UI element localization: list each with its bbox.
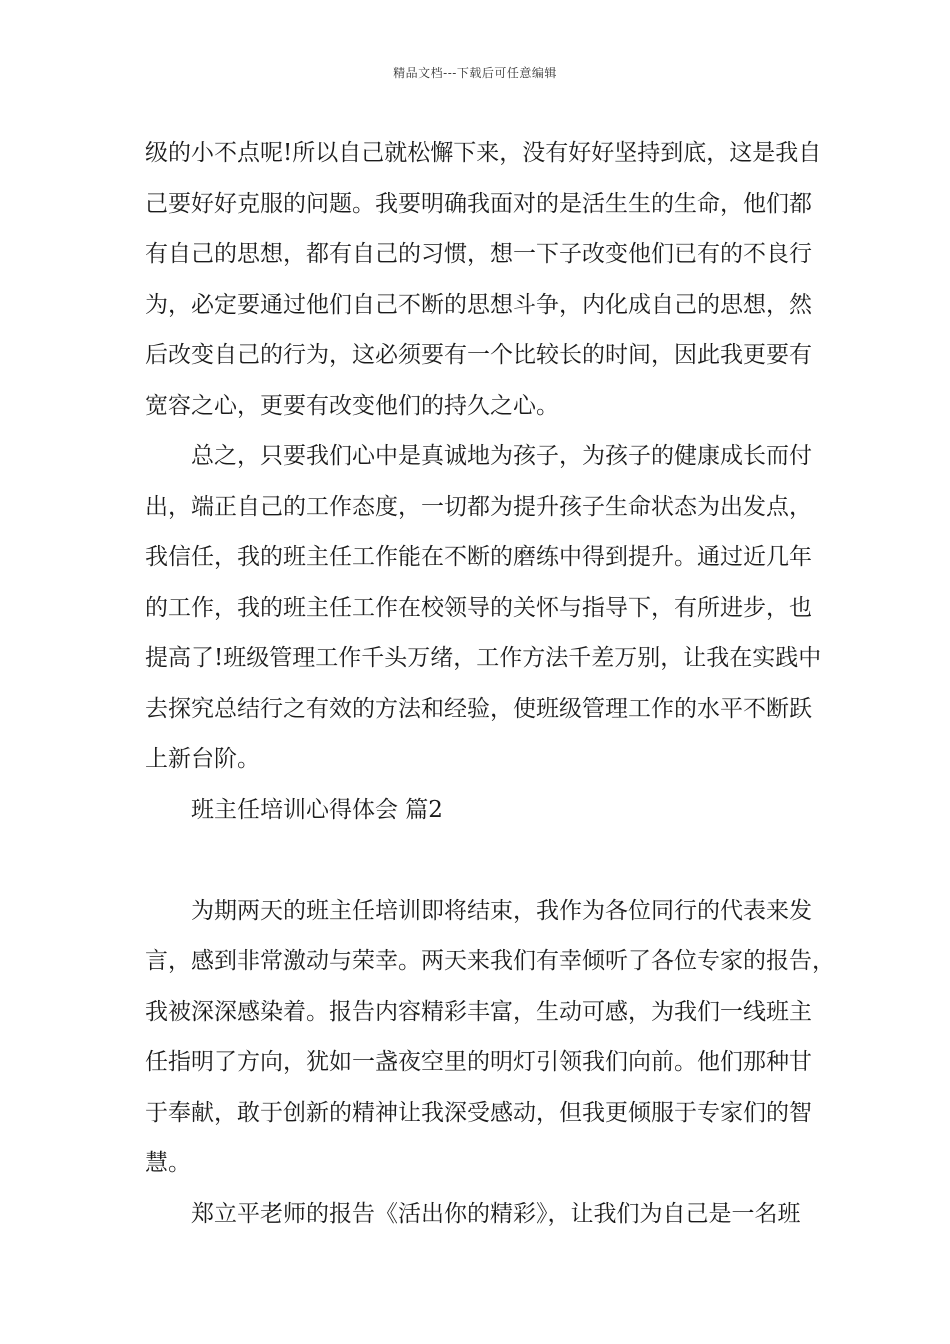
text-line: 上新台阶。: [145, 746, 260, 772]
text-line: 有自己的思想，都有自己的习惯，想一下子改变他们已有的不良行: [145, 241, 812, 267]
text-line: 级的小不点呢!所以自己就松懈下来，没有好好坚持到底，这是我自: [145, 140, 822, 166]
text-line: 宽容之心，更要有改变他们的持久之心。: [145, 392, 559, 419]
text-line: 的工作，我的班主任工作在校领导的关怀与指导下，有所进步，也: [145, 594, 812, 621]
text-line: 言，感到非常激动与荣幸。两天来我们有幸倾听了各位专家的报告，: [145, 948, 835, 974]
text-line: 任指明了方向，犹如一盏夜空里的明灯引领我们向前。他们那种甘: [145, 1049, 812, 1075]
text-line: 我信任，我的班主任工作能在不断的磨练中得到提升。通过近几年: [145, 544, 812, 570]
text-line: 出，端正自己的工作态度，一切都为提升孩子生命状态为出发点，: [145, 493, 812, 520]
text-line: 去探究总结行之有效的方法和经验，使班级管理工作的水平不断跃: [145, 695, 812, 722]
blank-line: [145, 835, 825, 886]
document-body: [145, 128, 835, 1239]
text-line: 我被深深感染着。报告内容精彩丰富，生动可感，为我们一线班主: [145, 998, 812, 1025]
text-line: 为，必定要通过他们自己不断的思想斗争，内化成自己的思想，然: [145, 291, 812, 318]
text-line: 提高了!班级管理工作千头万绪，工作方法千差万别，让我在实践中: [145, 645, 822, 671]
text-line: 己要好好克服的问题。我要明确我面对的是活生生的生命，他们都: [145, 190, 812, 217]
page-header: 精品文档---下载后可任意编辑: [393, 66, 557, 80]
text-line: 郑立平老师的报告《活出你的精彩》，让我们为自己是一名班: [191, 1200, 801, 1227]
text-line: 为期两天的班主任培训即将结束，我作为各位同行的代表来发: [191, 897, 812, 924]
text-line: 总之，只要我们心中是真诚地为孩子，为孩子的健康成长而付: [191, 443, 812, 469]
text-line: 于奉献，敢于创新的精神让我深受感动，但我更倾服于专家们的智: [145, 1099, 812, 1126]
text-line: 后改变自己的行为，这必须要有一个比较长的时间，因此我更要有: [145, 342, 812, 368]
text-line: 班主任培训心得体会 篇2: [191, 796, 443, 823]
text-line: 慧。: [145, 1150, 191, 1176]
